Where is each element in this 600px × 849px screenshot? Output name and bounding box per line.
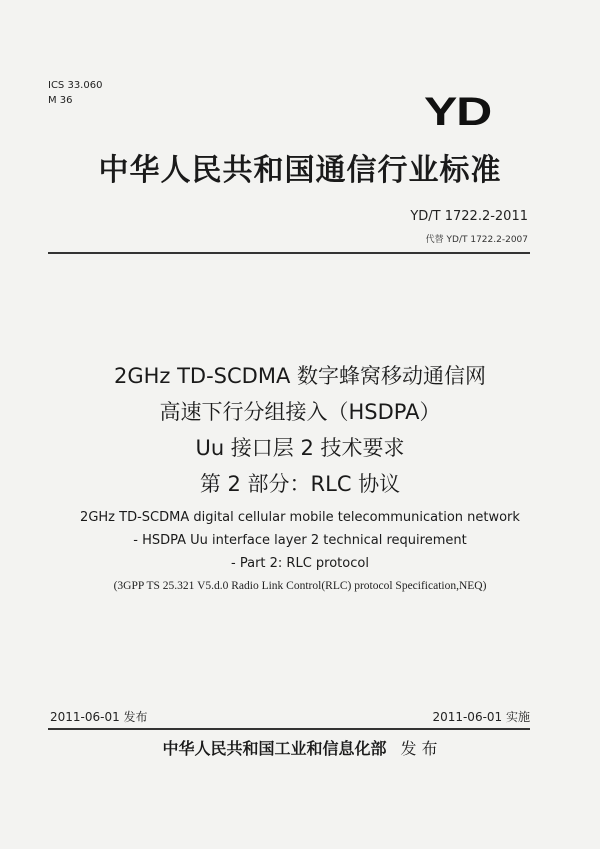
standard-number: YD/T 1722.2-2011: [410, 209, 528, 224]
reference-note: (3GPP TS 25.321 V5.d.0 Radio Link Control(RLC) protocol Specification,NEQ): [113, 580, 487, 592]
english-title-line: - HSDPA Uu interface layer 2 technical requirement: [133, 533, 467, 548]
yd-logo: YD: [424, 90, 491, 134]
issuer-suffix: 发 布: [400, 739, 438, 758]
english-title-line: 2GHz TD-SCDMA digital cellular mobile telecommunication network: [80, 510, 520, 525]
chinese-title-line: 高速下行分组接入（HSDPA）: [159, 400, 441, 424]
ics-code: ICS 33.060: [48, 80, 103, 91]
chinese-title: [0, 358, 600, 502]
classification-codes: [48, 78, 102, 108]
bottom-divider: [48, 728, 530, 730]
ccs-code: M 36: [48, 95, 73, 106]
issuer-name: 中华人民共和国工业和信息化部: [162, 739, 387, 758]
chinese-title-line: 第 2 部分：RLC 协议: [199, 472, 401, 496]
main-title: 中华人民共和国通信行业标准: [98, 153, 502, 188]
english-title: [0, 506, 600, 575]
issuer: [0, 736, 600, 759]
publish-date: 2011-06-01 发布: [50, 710, 148, 724]
chinese-title-line: 2GHz TD-SCDMA 数字蜂窝移动通信网: [113, 364, 487, 388]
implement-date: 2011-06-01 实施: [432, 710, 530, 724]
top-divider: [48, 252, 530, 254]
replaces-standard: 代替 YD/T 1722.2-2007: [425, 235, 528, 245]
english-title-line: - Part 2: RLC protocol: [231, 556, 369, 571]
chinese-title-line: Uu 接口层 2 技术要求: [195, 436, 405, 460]
